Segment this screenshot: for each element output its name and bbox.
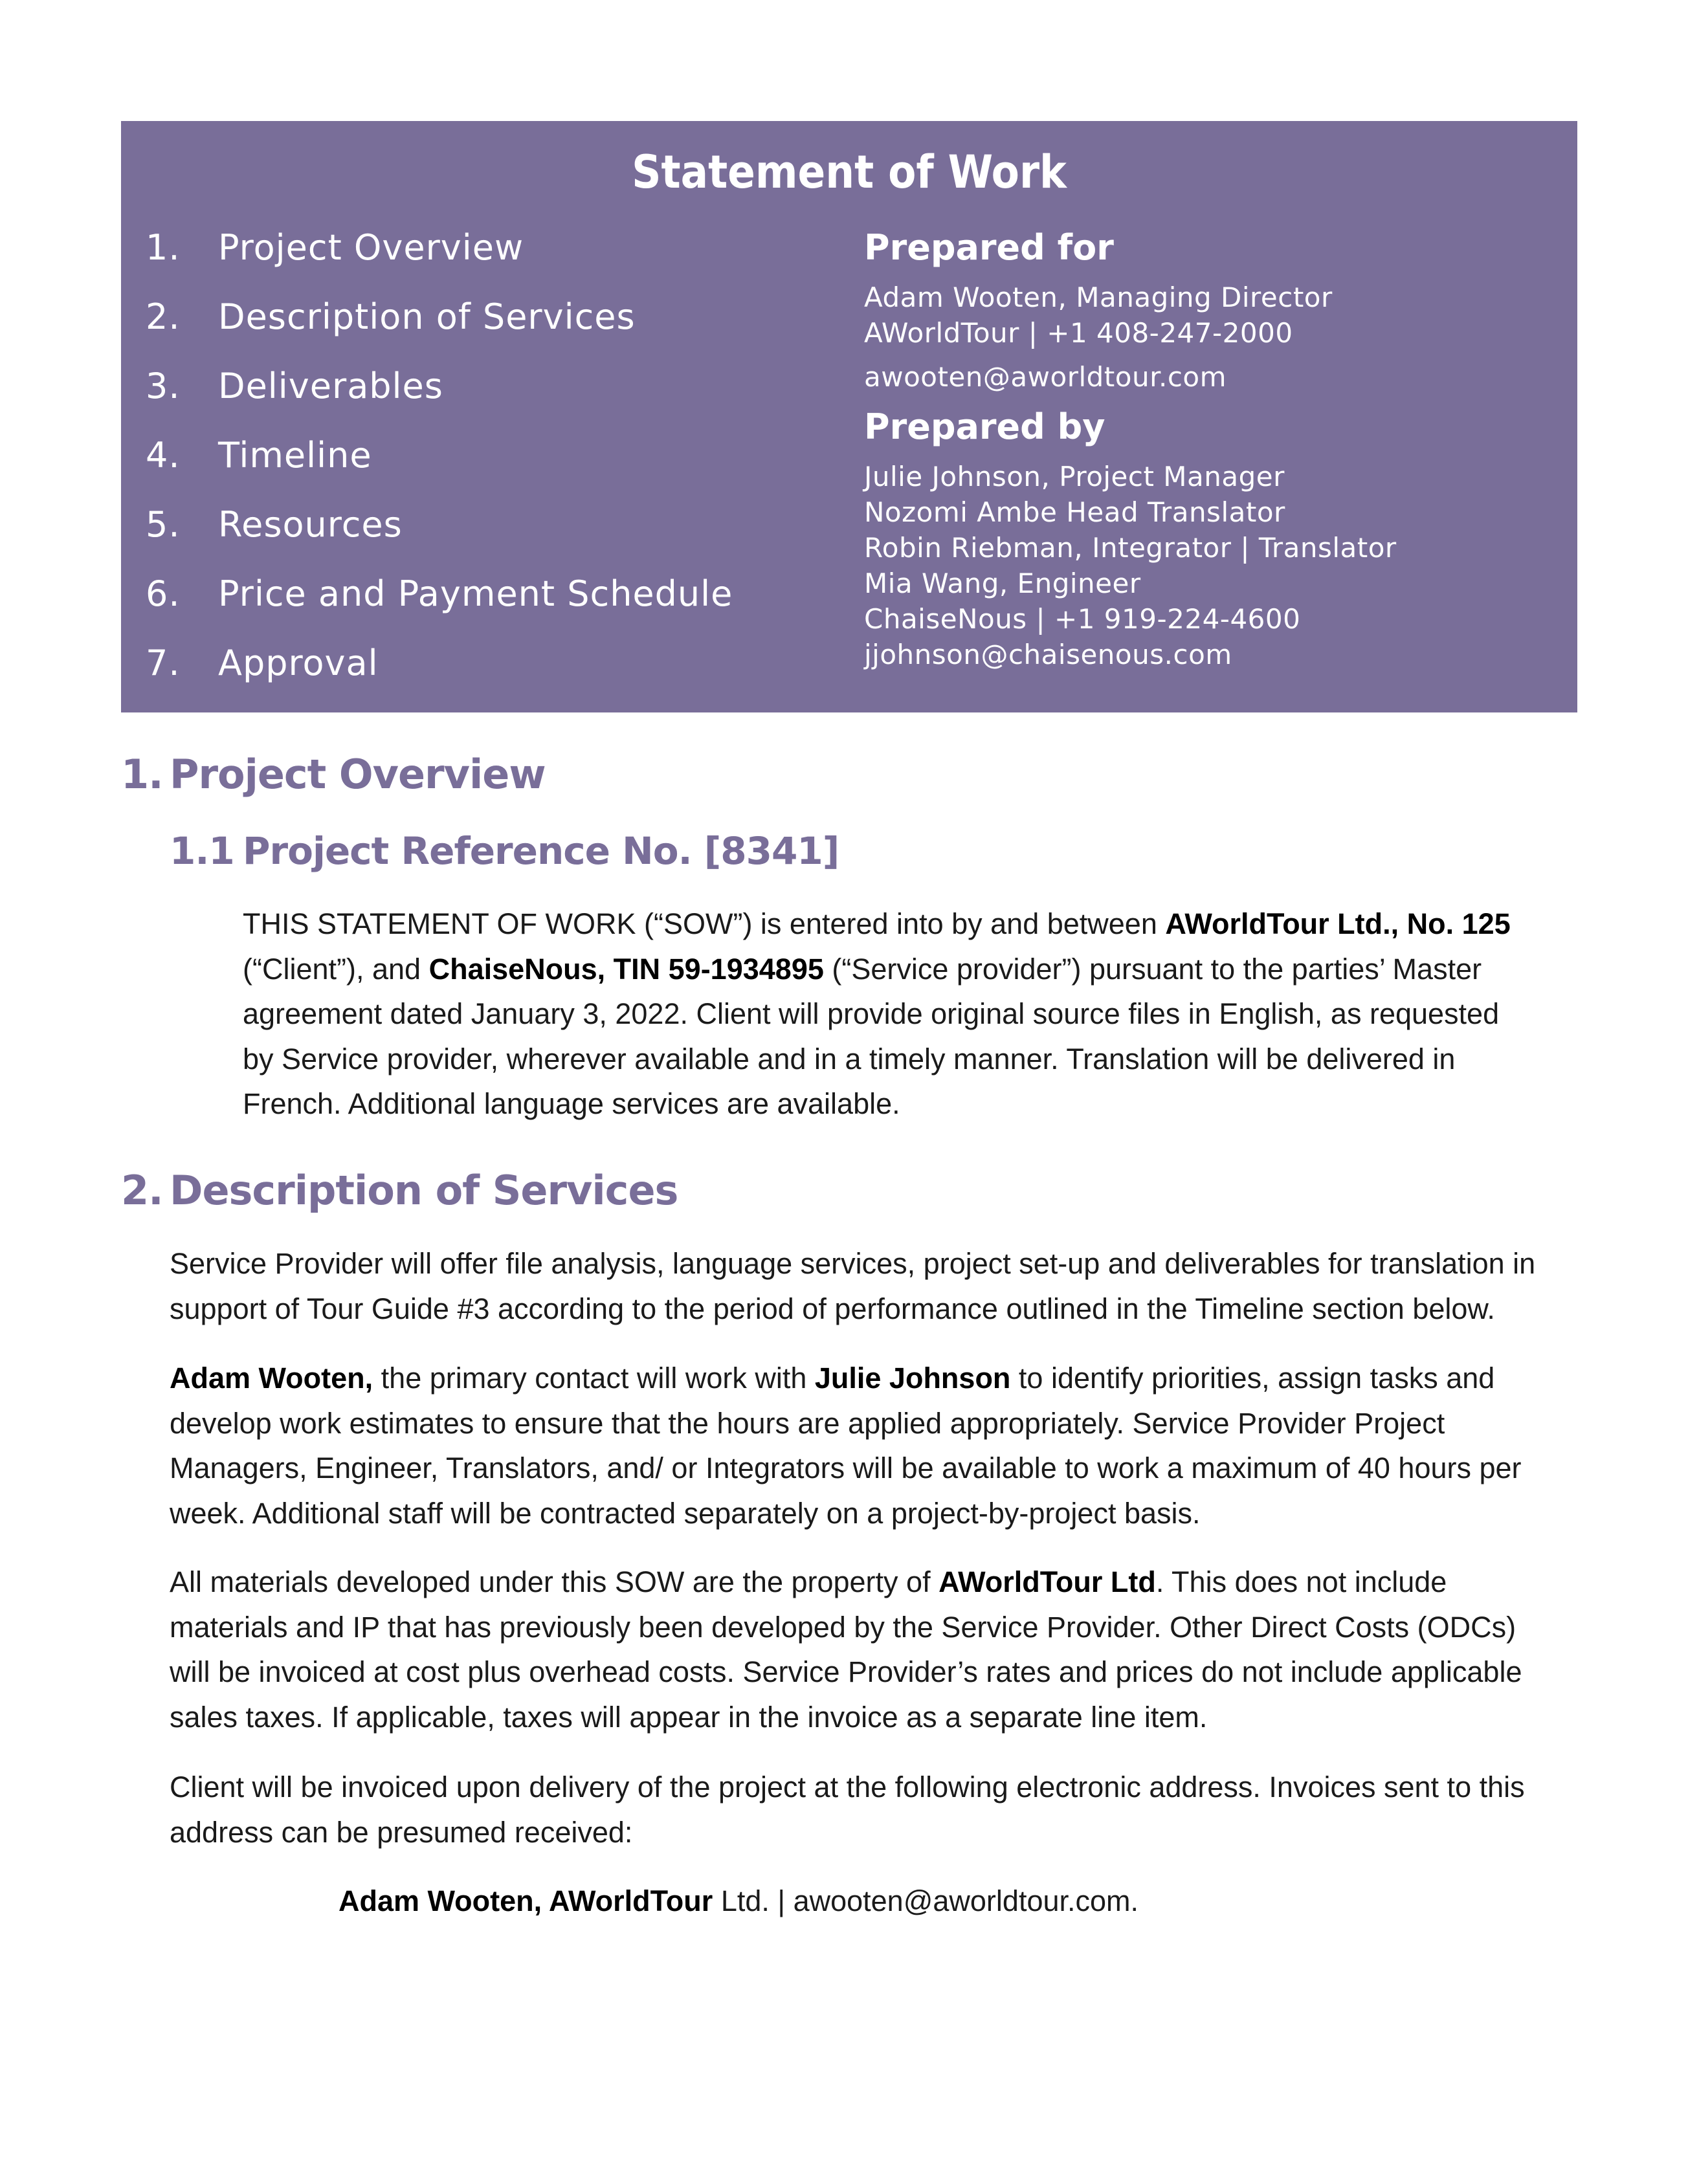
toc-label: Project Overview	[218, 227, 524, 268]
invoice-email[interactable]: Ltd. | awooten@aworldtour.com.	[713, 1884, 1139, 1917]
owner-entity: AWorldTour Ltd	[938, 1565, 1156, 1598]
section-title: Description of Services	[170, 1167, 678, 1214]
toc-number: 1.	[146, 227, 181, 268]
toc-number: 7.	[146, 643, 181, 683]
provider-contact: Robin Riebman, Integrator | Translator	[864, 532, 1397, 564]
section-heading-project-overview	[121, 749, 546, 800]
toc-number: 4.	[146, 435, 181, 476]
section-number: 1.	[121, 751, 163, 798]
toc-label: Deliverables	[218, 366, 443, 406]
invoice-recipient: Adam Wooten, AWorldTour	[339, 1884, 713, 1917]
provider-contact: Julie Johnson, Project Manager	[864, 461, 1285, 492]
toc-number: 6.	[146, 573, 181, 614]
toc-number: 2.	[146, 296, 181, 337]
ownership-paragraph	[170, 1560, 1542, 1739]
prepared-by-heading: Prepared by	[864, 406, 1105, 447]
provider-contact: Mia Wang, Engineer	[864, 568, 1141, 599]
subsection-number: 1.1	[170, 829, 234, 873]
text-run: to identify priorities, assign tasks and develop work estimates to ensure that the hours are applied appropriately. Service Provider Project Managers, Engineer, Translators, and/ or Integrators will be available to work a maximum of 40 hours per week. Additional staff will be contracted separately on a project-by-project basis.	[170, 1362, 1522, 1530]
section-number: 2.	[121, 1167, 163, 1214]
contacts-paragraph	[170, 1356, 1542, 1536]
client-company-phone: AWorldTour | +1 408-247-2000	[864, 317, 1293, 349]
provider-contact-name: Julie Johnson	[814, 1362, 1011, 1395]
section-heading-description-of-services	[121, 1165, 678, 1217]
toc-label: Approval	[218, 643, 379, 683]
text-run: THIS STATEMENT OF WORK (“SOW”) is entered into by and between	[243, 907, 1166, 940]
text-run: (“Service provider”) pursuant to the parties’ Master agreement dated January 3, 2022. Client will provide original source files in English, as requested by Service provider, wherever available and in a timely manner. Translation will be delivered in French. Additional language services are available.	[243, 952, 1500, 1120]
client-contact-name: Adam Wooten,	[170, 1362, 373, 1395]
toc-number: 3.	[146, 366, 181, 406]
services-paragraph: Service Provider will offer file analysis, language services, project set-up and deliverables for translation in support of Tour Guide #3 according to the period of performance outlined in the Timeline section below.	[170, 1247, 1536, 1325]
client-contact-name: Adam Wooten, Managing Director	[864, 281, 1333, 313]
document-title: Statement of Work	[632, 146, 1067, 199]
toc-label: Description of Services	[218, 296, 636, 337]
subsection-title: Project Reference No. [8341]	[243, 829, 839, 873]
client-email-link[interactable]: awooten@aworldtour.com	[864, 361, 1227, 393]
prepared-for-heading: Prepared for	[864, 227, 1114, 268]
provider-contact: Nozomi Ambe Head Translator	[864, 496, 1285, 528]
invoicing-paragraph: Client will be invoiced upon delivery of the project at the following electronic address. Invoices sent to this address can be presumed received:	[170, 1770, 1525, 1849]
invoice-address	[339, 1879, 1138, 1924]
section-title: Project Overview	[170, 751, 546, 798]
toc-number: 5.	[146, 504, 181, 545]
provider-entity: ChaiseNous, TIN 59-1934895	[428, 952, 824, 986]
header-box	[121, 121, 1577, 712]
subsection-heading-project-reference	[170, 826, 839, 876]
toc-label: Resources	[218, 504, 403, 545]
text-run: the primary contact will work with	[373, 1362, 815, 1395]
provider-company-phone: ChaiseNous | +1 919-224-4600	[864, 603, 1301, 635]
provider-email-link[interactable]: jjohnson@chaisenous.com	[864, 639, 1232, 670]
prepared-info	[864, 225, 1550, 672]
sow-intro-paragraph	[243, 901, 1537, 1127]
text-run: (“Client”), and	[243, 952, 429, 986]
client-entity: AWorldTour Ltd., No. 125	[1165, 907, 1511, 940]
toc-label: Timeline	[218, 435, 372, 476]
toc-label: Price and Payment Schedule	[218, 573, 733, 614]
text-run: All materials developed under this SOW are the property of	[170, 1565, 939, 1598]
text-run: . This does not include materials and IP that has previously been developed by the Service Provider. Other Direct Costs (ODCs) will be invoiced at cost plus overhead costs. Service Provider’s rates and prices do not include applicable sales taxes. If applicable, taxes will appear in the invoice as a separate line item.	[170, 1565, 1522, 1734]
